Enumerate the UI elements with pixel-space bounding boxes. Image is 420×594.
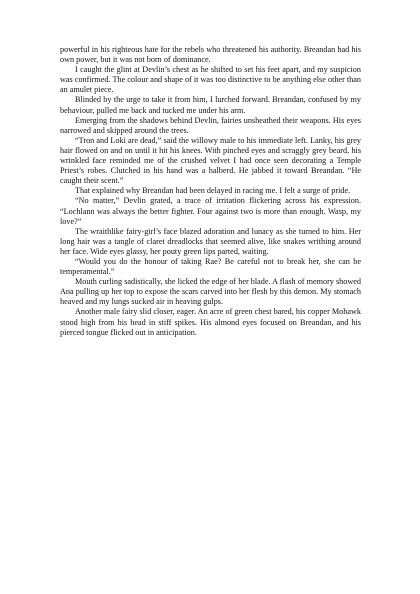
- paragraph-6: That explained why Breandan had been delayed in racing me. I felt a surge of pride.: [75, 186, 351, 196]
- paragraph-8: The wraithlike fairy-girl’s face blazed adoration and lunacy as she turned to him. Her long hair was a tangle of claret dreadlocks that seemed alive, like snakes writhing around her face. Wide eyes glassy, her pouty green lips parted, waiting.: [60, 226, 361, 256]
- paragraph-4: Emerging from the shadows behind Devlin, fairies unsheathed their weapons. His eyes narrowed and skipped around the trees.: [60, 115, 361, 135]
- paragraph-11: Another male fairy slid closer, eager. An acre of green chest bared, his copper Mohawk stood high from his head in stiff spikes. His almond eyes focused on Breandan, and his pierced tongue flicked out in anticipation.: [60, 307, 361, 337]
- paragraph-5: “Tron and Loki are dead,” said the willowy male to his immediate left. Lanky, his grey hair flowed on and on until it hit his knees. With pinched eyes and scraggly grey beard, his wrinkled face reminded me of the crushed velvet I had once seen decorating a Temple Priest’s robes. Clutched in his hand was a halberd. He jabbed it toward Breandan. “He caught their scent.”: [60, 135, 361, 186]
- paragraph-1: powerful in his righteous hate for the rebels who threatened his authority. Breandan had his own power, but it was not born of dominance.: [60, 45, 361, 65]
- paragraph-9: “Would you do the honour of taking Rae? Be careful not to break her, she can be temperamental.”: [60, 256, 361, 277]
- paragraph-3: Blinded by the urge to take it from him, I lurched forward. Breandan, confused by my behaviour, pulled me back and tucked me under his arm.: [60, 95, 361, 115]
- paragraph-2: I caught the glint at Devlin’s chest as he shifted to set his feet apart, and my suspicion was confirmed. The colour and shape of it was too distinctive to be anything else other than an amulet piece.: [60, 65, 361, 95]
- body-text: [60, 45, 361, 338]
- paragraph-10: Mouth curling sadistically, she licked the edge of her blade. A flash of memory showed Ana pulling up her top to expose the scars carved into her flesh by this demon. My stomach heaved and my lungs sucked air in heaving gulps.: [60, 277, 361, 307]
- paragraph-7: “No matter,” Devlin grated, a trace of irritation flickering across his expression. “Lochlann was always the better fighter. Four against two is more than enough. Wasp, my love?”: [60, 196, 361, 226]
